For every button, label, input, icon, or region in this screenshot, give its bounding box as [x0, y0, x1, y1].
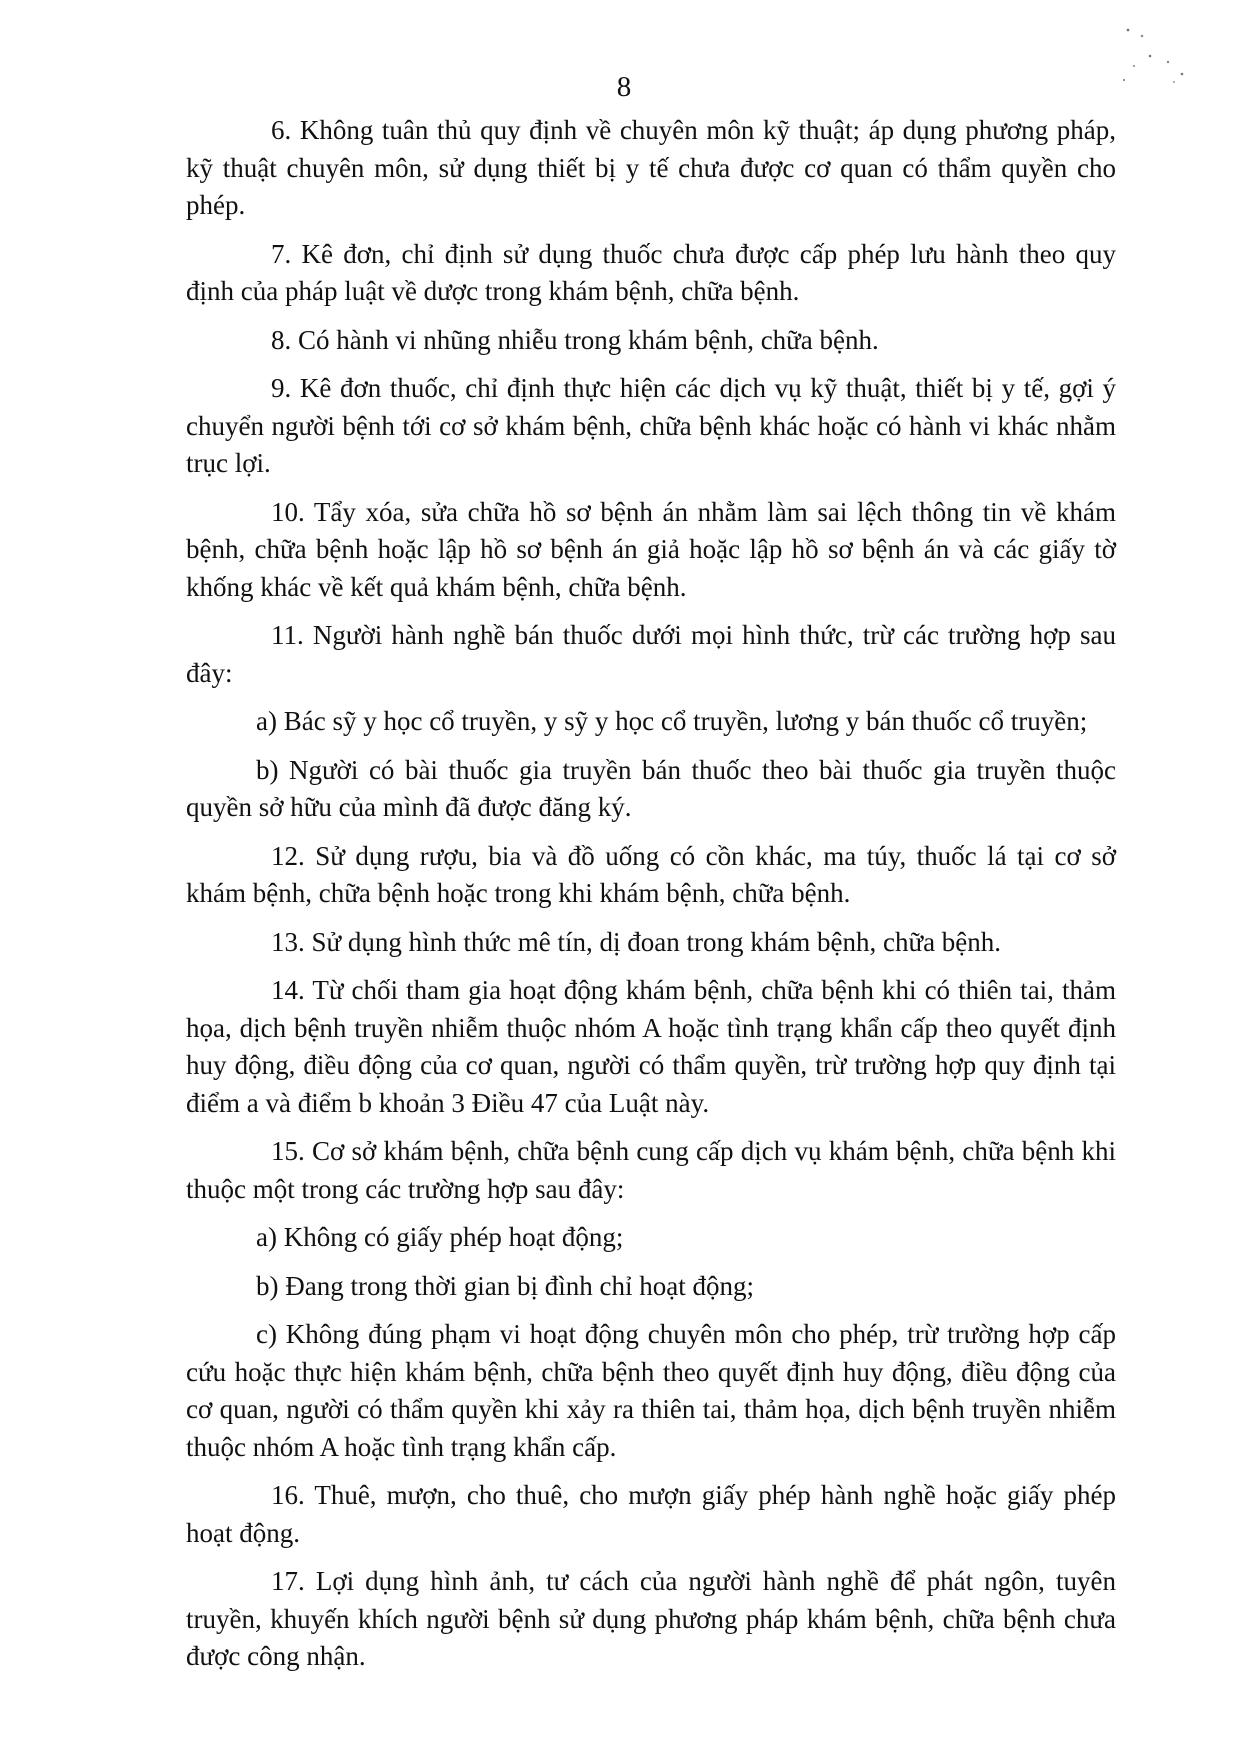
paragraph-item-6: 6. Không tuân thủ quy định về chuyên môn kỹ thuật; áp dụng phương pháp, kỹ thuật chuyên môn, sử dụng thiết bị y tế chưa được cơ quan có thẩm quyền cho phép. [186, 115, 1116, 220]
paragraph-item-11: 11. Người hành nghề bán thuốc dưới mọi hình thức, trừ các trường hợp sau đây: [186, 620, 1116, 688]
paragraph-item-11-a: a) Bác sỹ y học cổ truyền, y sỹ y học cổ truyền, lương y bán thuốc cổ truyền; [256, 706, 1088, 736]
paragraph-item-15: 15. Cơ sở khám bệnh, chữa bệnh cung cấp dịch vụ khám bệnh, chữa bệnh khi thuộc một trong các trường hợp sau đây: [186, 1136, 1116, 1204]
page-number: 8 [616, 71, 632, 103]
paragraph-item-15-a: a) Không có giấy phép hoạt động; [256, 1222, 624, 1252]
paragraph-item-9: 9. Kê đơn thuốc, chỉ định thực hiện các dịch vụ kỹ thuật, thiết bị y tế, gợi ý chuyển người bệnh tới cơ sở khám bệnh, chữa bệnh khác hoặc có hành vi khác nhằm trục lợi. [186, 373, 1116, 478]
paragraph-item-15-b: b) Đang trong thời gian bị đình chỉ hoạt động; [256, 1270, 754, 1301]
paragraph-item-11-b: b) Người có bài thuốc gia truyền bán thuốc theo bài thuốc gia truyền thuộc quyền sở hữu của mình đã được đăng ký. [186, 754, 1116, 822]
paragraph-item-7: 7. Kê đơn, chỉ định sử dụng thuốc chưa được cấp phép lưu hành theo quy định của pháp luật về dược trong khám bệnh, chữa bệnh. [186, 238, 1116, 306]
paragraph-item-13: 13. Sử dụng hình thức mê tín, dị đoan trong khám bệnh, chữa bệnh. [271, 926, 1002, 957]
paragraph-item-12: 12. Sử dụng rượu, bia và đồ uống có cồn khác, ma túy, thuốc lá tại cơ sở khám bệnh, chữa bệnh hoặc trong khi khám bệnh, chữa bệnh. [186, 840, 1116, 908]
paragraph-item-10: 10. Tẩy xóa, sửa chữa hồ sơ bệnh án nhằm làm sai lệch thông tin về khám bệnh, chữa bệnh hoặc lập hồ sơ bệnh án giả hoặc lập hồ sơ bệnh án và các giấy tờ khống khác về kết quả khám bệnh, chữa bệnh. [186, 496, 1116, 602]
paragraph-item-8: 8. Có hành vi nhũng nhiễu trong khám bệnh, chữa bệnh. [271, 324, 879, 355]
paragraph-item-14: 14. Từ chối tham gia hoạt động khám bệnh, chữa bệnh khi có thiên tai, thảm họa, dịch bệnh truyền nhiễm thuộc nhóm A hoặc tình trạng khẩn cấp theo quyết định huy động, điều động của cơ quan, người có thẩm quyền, trừ trường hợp quy định tại điểm a và điểm b khoản 3 Điều 47 của Luật này. [186, 975, 1116, 1118]
document-body [186, 112, 1116, 1687]
paragraph-item-17: 17. Lợi dụng hình ảnh, tư cách của người hành nghề để phát ngôn, tuyên truyền, khuyến khích người bệnh sử dụng phương pháp khám bệnh, chữa bệnh chưa được công nhận. [186, 1566, 1116, 1671]
paragraph-item-16: 16. Thuê, mượn, cho thuê, cho mượn giấy phép hành nghề hoặc giấy phép hoạt động. [186, 1480, 1116, 1548]
paragraph-item-15-c: c) Không đúng phạm vi hoạt động chuyên môn cho phép, trừ trường hợp cấp cứu hoặc thực hiện khám bệnh, chữa bệnh theo quyết định huy động, điều động của cơ quan, người có thẩm quyền khi xảy ra thiên tai, thảm họa, dịch bệnh truyền nhiễm thuộc nhóm A hoặc tình trạng khẩn cấp. [186, 1319, 1116, 1462]
scan-speckle-marks [1120, 22, 1210, 92]
